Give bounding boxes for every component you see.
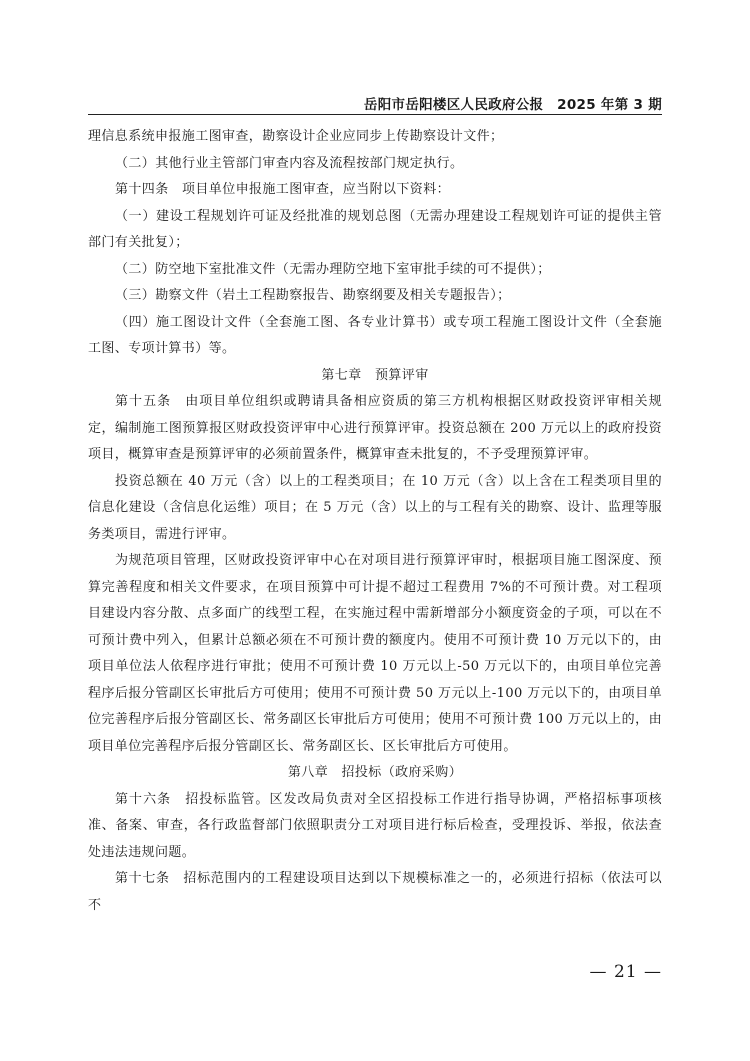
paragraph: 投资总额在 40 万元（含）以上的工程类项目；在 10 万元（含）以上含在工程类项目里的信息化建设（含信息化运维）项目；在 5 万元（含）以上的与工程有关的勘察、设计、监理等服务类项目，需进行评审。 <box>88 473 662 542</box>
header-divider <box>88 114 662 115</box>
chapter-heading: 第七章 预算评审 <box>321 367 429 383</box>
list-item: （一）建设工程规划许可证及经批准的规划总图（无需办理建设工程规划许可证的提供主管部门有关批复）； <box>88 208 662 250</box>
list-item: （三）勘察文件（岩土工程勘察报告、勘察纲要及相关专题报告）； <box>115 288 511 303</box>
article-17: 第十七条 招标范围内的工程建设项目达到以下规模标准之一的，必须进行招标（依法可以不 <box>88 871 662 913</box>
bulletin-header: 岳阳市岳阳楼区人民政府公报 2025 年第 3 期 <box>363 97 662 113</box>
paragraph: （二）其他行业主管部门审查内容及流程按部门规定执行。 <box>115 155 464 171</box>
list-item: （二）防空地下室批准文件（无需办理防空地下室审批手续的可不提供）； <box>115 261 551 277</box>
paragraph: 为规范项目管理，区财政投资评审中心在对项目进行预算评审时，根据项目施工图深度、预算完善程度和相关文件要求，在项目预算中可计提不超过工程费用 7%的不可预计费。对工程项目建设内容分散、点多面广的线型工程，在实施过程中需新增部分小额度资金的子项，可以在不可预计费中列入，但累计总额必须在不可预计费的额度内。使用不可预计费 10 万元以下的，由项目单位法人依程序进行审批；使用不可预计费 10 万元以上-50 万元以下的，由项目单位完善程序后报分管副区长审批后方可使用；使用不可预计费 50 万元以上-100 万元以下的，由项目单位完善程序后报分管副区长、常务副区长审批后方可使用；使用不可预计费 100 万元以上的，由项目单位完善程序后报分管副区长、常务副区长、区长审批后方可使用。 <box>88 553 662 754</box>
chapter-heading: 第八章 招投标（政府采购） <box>287 765 463 780</box>
document-body <box>88 124 662 919</box>
article-14: 第十四条 项目单位申报施工图审查，应当附以下资料： <box>115 182 451 197</box>
paragraph: 理信息系统申报施工图审查，勘察设计企业应同步上传勘察设计文件； <box>88 129 504 144</box>
article-16: 第十六条 招投标监管。区发改局负责对全区招投标工作进行指导协调，严格招标事项核准、备案、审查，各行政监督部门依照职责分工对项目进行标后检查，受理投诉、举报，依法查处违法违规问题。 <box>88 791 662 860</box>
list-item: （四）施工图设计文件（全套施工图、各专业计算书）或专项工程施工图设计文件（全套施工图、专项计算书）等。 <box>88 314 662 356</box>
article-15: 第十五条 由项目单位组织或聘请具备相应资质的第三方机构根据区财政投资评审相关规定，编制施工图预算报区财政投资评审中心进行预算评审。投资总额在 200 万元以上的政府投资项目，概算审查是预算评审的必须前置条件，概算审查未批复的，不予受理预算评审。 <box>88 394 662 462</box>
page-number: — 21 — <box>589 962 662 982</box>
